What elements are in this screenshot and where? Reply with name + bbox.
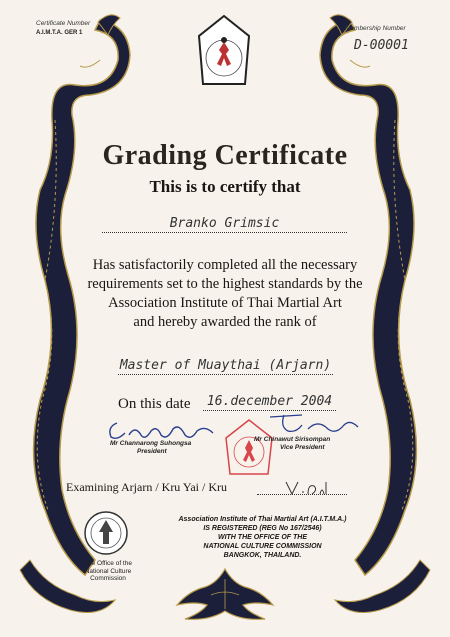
statement-line: Association Institute of Thai Martial Art: [108, 295, 342, 311]
president-name: Mr Channarong Suhongsa: [110, 440, 192, 447]
statement-line: and hereby awarded the rank of: [133, 314, 317, 330]
registration-line: WITH THE OFFICE OF THE: [217, 534, 308, 541]
certificate-number-label: Certificate Number: [36, 20, 91, 27]
rank-line: [118, 354, 333, 375]
office-caption-line: The Office of the: [84, 560, 132, 567]
statement-line: Has satisfactorily completed all the necessary: [92, 257, 358, 273]
rank: Master of Muaythai (Arjarn): [119, 358, 332, 373]
recipient-name: Branko Grimsic: [169, 216, 280, 231]
certificate-number-value: A.I.M.T.A. GER 1: [36, 30, 83, 36]
statement: [60, 256, 390, 332]
statement-line: requirements set to the highest standards by the: [87, 276, 363, 292]
aitma-emblem: [193, 14, 255, 92]
membership-number-label: Membership Number: [345, 25, 406, 32]
membership-number-value: D-00001: [354, 38, 409, 53]
national-culture-seal: [83, 510, 129, 556]
registration-block: [150, 515, 375, 560]
examiner-signature: [282, 478, 332, 498]
bottom-ornament: [155, 565, 295, 625]
examining-label: Examining Arjarn / Kru Yai / Kru: [66, 480, 227, 494]
vice-president-title: Vice President: [280, 444, 325, 451]
registration-line: Association Institute of Thai Martial Art (A.I.T.M.A.): [178, 516, 347, 523]
office-caption-line: Commission: [90, 575, 126, 582]
president-title: President: [137, 448, 167, 455]
registration-line: IS REGISTERED (REG No 167/2546): [203, 525, 322, 532]
official-stamp: [222, 418, 276, 478]
registration-line: NATIONAL CULTURE COMMISSION: [203, 543, 322, 550]
certificate-title: Grading Certificate: [102, 140, 348, 171]
date-label: On this date: [118, 396, 191, 412]
office-caption-line: National Culture: [84, 567, 132, 575]
registration-line: BANGKOK, THAILAND.: [223, 552, 302, 559]
recipient-name-line: [102, 212, 347, 233]
office-caption: [78, 560, 138, 583]
date-value: 16.december 2004: [206, 394, 333, 409]
certificate-subtitle: This is to certify that: [149, 177, 301, 196]
vice-president-name: Mr Chinawut Sirisompan: [254, 436, 331, 443]
date-line: [203, 390, 336, 411]
vice-president-signature: [262, 411, 362, 437]
